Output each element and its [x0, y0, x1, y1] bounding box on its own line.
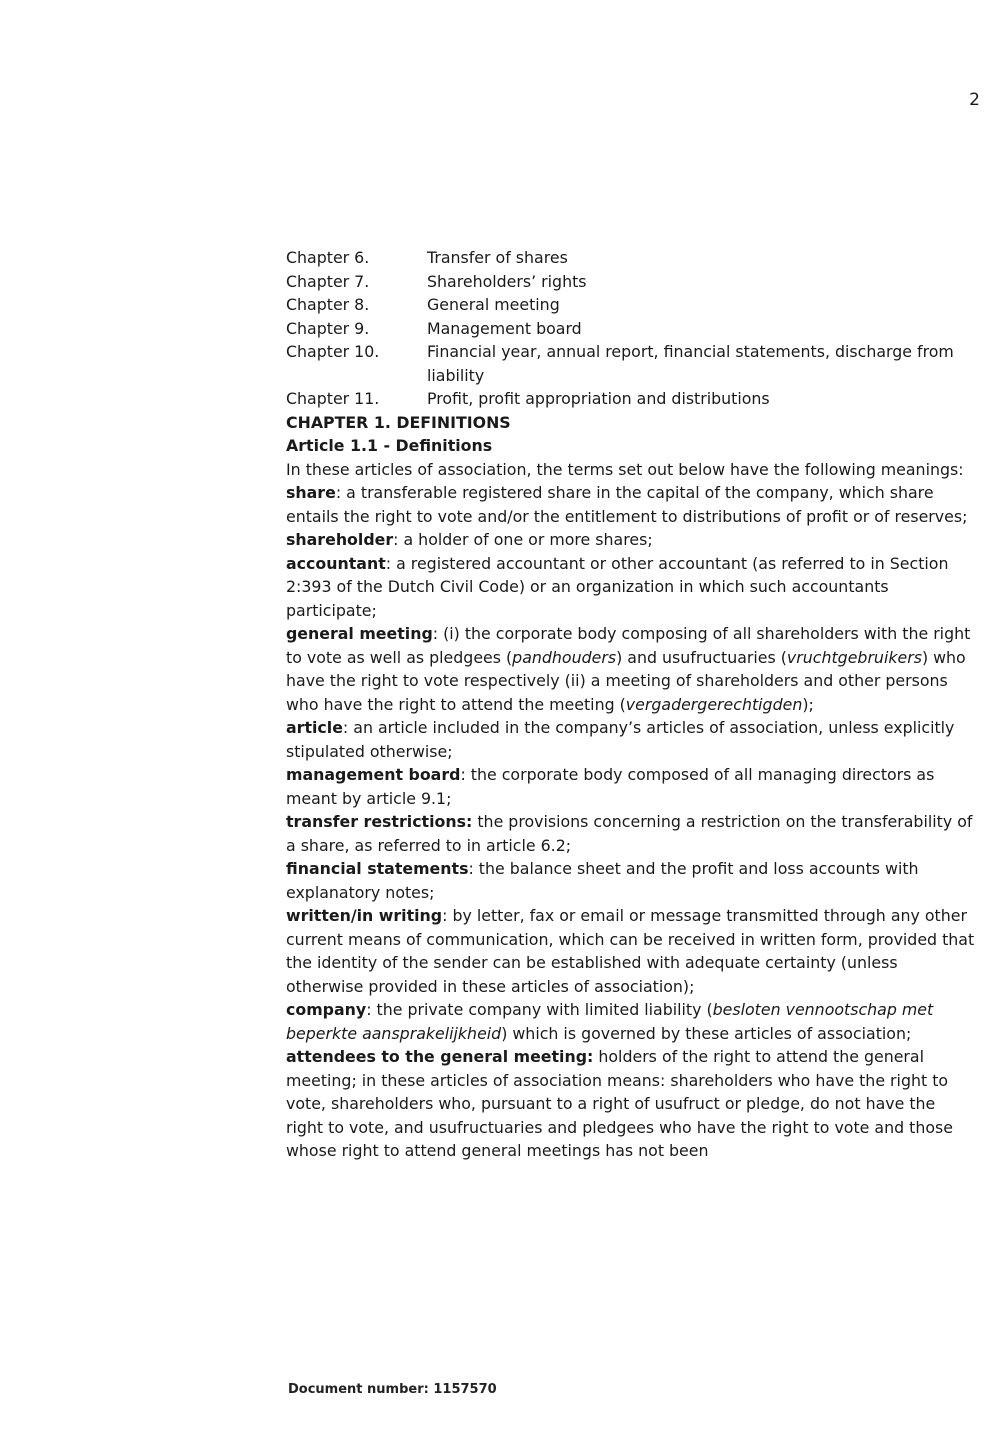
toc-chapter-number: Chapter 9.: [286, 318, 370, 338]
chapter-heading: CHAPTER 1. DEFINITIONS: [286, 412, 511, 432]
dutch-term: pandhouders: [512, 647, 617, 667]
definition-article: [286, 716, 976, 763]
definition-transfer-restrictions: [286, 810, 976, 857]
toc-chapter-title: Management board: [427, 318, 582, 338]
definition-text: : the corporate body composed of all managing directors as meant by article 9.1;: [286, 765, 935, 808]
toc-chapter-number: Chapter 11.: [286, 389, 380, 408]
definition-text: );: [802, 694, 814, 714]
definition-term: financial statements: [286, 859, 469, 878]
definition-accountant: [286, 552, 976, 623]
definition-text: : an article included in the company’s articles of association, unless explicitly stipulated otherwise;: [286, 718, 955, 761]
definition-share: [286, 481, 976, 528]
definition-text: : the balance sheet and the profit and loss accounts with explanatory notes;: [286, 859, 919, 902]
definition-text: ) who have the right to vote respectively (ii) a meeting of shareholders and other persons who have the right to attend the meeting (: [286, 647, 966, 714]
definition-general-meeting: [286, 622, 976, 716]
definition-term: management board: [286, 765, 461, 784]
toc-chapter-title: Financial year, annual report, financial statements, discharge from liability: [427, 342, 954, 385]
article-heading: Article 1.1 - Definitions: [286, 436, 493, 455]
definition-text: : a transferable registered share in the capital of the company, which share entails the right to vote and/or the entitlement to distributions of profit or of reserves;: [286, 483, 968, 526]
definition-company: [286, 998, 976, 1045]
toc-chapter-number: Chapter 8.: [286, 295, 370, 314]
toc-chapter-number: Chapter 10.: [286, 342, 380, 361]
definition-management-board: [286, 763, 976, 810]
definition-term: company: [286, 1000, 367, 1019]
definition-shareholder: [286, 528, 976, 552]
toc-chapter-title: Shareholders’ rights: [427, 271, 587, 291]
table-of-contents: [286, 246, 976, 411]
toc-chapter-number: Chapter 6.: [286, 248, 370, 267]
definition-text: holders of the right to attend the general meeting; in these articles of association means: shareholders who have the right to vote, shareholders who, pursuant to a right of usufruct or pledge, do not have the right to vote, and usufructuaries and pledgees who have the right to vote and those whose right to attend general meetings has not been: [286, 1047, 953, 1160]
definition-financial-statements: [286, 857, 976, 904]
definition-term: share: [286, 483, 336, 502]
toc-chapter-title: Transfer of shares: [427, 248, 568, 267]
definition-written: [286, 904, 976, 998]
document-body: [286, 246, 976, 1163]
page-number: 2: [969, 90, 980, 110]
definition-text: : a holder of one or more shares;: [393, 530, 653, 549]
dutch-term: besloten vennootschap met beperkte aansprakelijkheid: [286, 1000, 934, 1043]
definition-attendees: [286, 1045, 976, 1163]
intro-paragraph: In these articles of association, the terms set out below have the following meanings:: [286, 459, 964, 479]
definition-text: ) which is governed by these articles of association;: [501, 1023, 912, 1043]
definition-text: : (i) the corporate body composing of all shareholders with the right to vote as well as pledgees (: [286, 624, 971, 667]
toc-chapter-title: Profit, profit appropriation and distributions: [427, 389, 770, 408]
definition-term: article: [286, 718, 343, 737]
definition-text: ) and usufructuaries (: [616, 647, 787, 667]
definition-term: accountant: [286, 553, 386, 573]
definition-text: : a registered accountant or other accountant (as referred to in Section 2:393 of the Dutch Civil Code) or an organization in which such accountants participate;: [286, 553, 949, 620]
definition-text: : by letter, fax or email or message transmitted through any other current means of communication, which can be received in written form, provided that the identity of the sender can be established with adequate certainty (unless otherwise provided in these articles of association);: [286, 906, 975, 996]
toc-chapter-title: General meeting: [427, 295, 560, 314]
dutch-term: vergadergerechtigden: [625, 694, 803, 714]
toc-chapter-number: Chapter 7.: [286, 271, 370, 291]
definition-text: : the private company with limited liability (: [366, 1000, 713, 1019]
definition-term: written/in writing: [286, 906, 443, 925]
document-number: Document number: 1157570: [288, 1382, 497, 1397]
definition-text: the provisions concerning a restriction on the transferability of a share, as referred to in article 6.2;: [286, 812, 973, 855]
definition-term: general meeting: [286, 624, 433, 643]
definition-term: transfer restrictions:: [286, 812, 473, 831]
definition-term: attendees to the general meeting:: [286, 1047, 594, 1066]
definition-term: shareholder: [286, 530, 394, 549]
dutch-term: vruchtgebruikers: [786, 647, 922, 667]
